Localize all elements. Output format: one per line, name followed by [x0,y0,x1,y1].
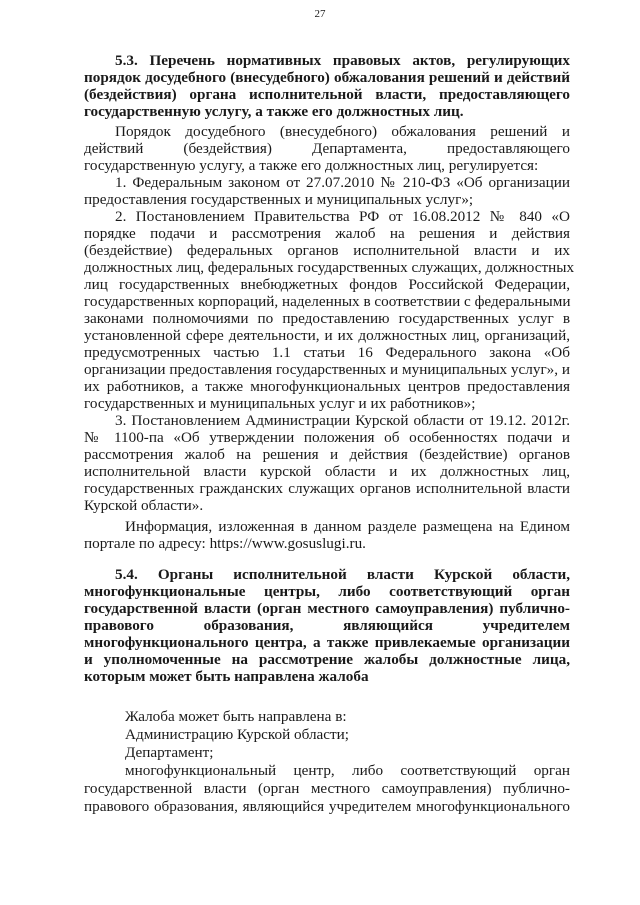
section-5-4-heading-line: которым может быть направлена жалоба [84,668,369,685]
section-5-3-heading-line: порядок досудебного (внесудебного) обжалования решений и действий [84,69,570,86]
list-item-2-line: законами полномочиями по предоставлению государственных услуг в [84,310,570,327]
list-item-2-line: государственных и муниципальных услуг и их работников»; [84,395,476,412]
list-item-2-line: (бездействие) федеральных органов исполнительной власти и их [84,242,570,259]
list-item-3-line: государственных гражданских служащих органов исполнительной власти [84,480,570,497]
page-number: 27 [314,8,326,20]
section-5-4-heading-line: 5.4. Органы исполнительной власти Курской области, [115,566,570,583]
list-item-line: многофункциональный центр, либо соответствующий орган [125,762,570,779]
list-item-2-line: 2. Постановлением Правительства РФ от 16.08.2012 № 840 «О [115,208,570,225]
list-item-2-line: их работников, а также многофункциональных центров предоставления [84,378,570,395]
list-item-line: государственной власти (орган местного самоуправления) публично- [84,780,570,797]
section-5-3-heading-line: 5.3. Перечень нормативных правовых актов, регулирующих [115,52,570,69]
list-item-3-line: № 1100-па «Об утверждении положения об особенностях подачи и [84,429,570,446]
list-item-3-line: рассмотрения жалоб на решения и действия (бездействие) органов [84,446,570,463]
section-5-3-heading-line: (бездействия) органа исполнительной власти, предоставляющего [84,86,570,103]
info-paragraph-line: Информация, изложенная в данном разделе размещена на Едином [125,518,570,535]
section-5-4-heading-line: государственной власти (орган местного самоуправления) публично- [84,600,570,617]
list-item-2-line: предусмотренных частью 1.1 статьи 16 Федерального закона «Об [84,344,570,361]
section-5-4-heading-line: многофункционального центра, а также привлекаемые организации [84,634,570,651]
list-item-3-line: 3. Постановлением Администрации Курской области от 19.12. 2012г. [115,412,570,429]
paragraph-line: государственную услугу, а также его должностных лиц, регулируется: [84,157,539,174]
list-item-2-line: порядке подачи и рассмотрения жалоб на решения и действия [84,225,570,242]
info-paragraph-line: портале по адресу: https://www.gosuslugi.ru. [84,535,366,552]
paragraph-line: Жалоба может быть направлена в: [125,708,347,725]
paragraph-line: Порядок досудебного (внесудебного) обжалования решений и [115,123,570,140]
list-item-2-line: государственных корпораций, наделенных в соответствии с федеральными [84,293,571,310]
list-item-line: Департамент; [125,744,214,761]
list-item-1-line: предоставления государственных и муниципальных услуг»; [84,191,474,208]
section-5-3-heading-line: государственную услугу, а также его должностных лиц. [84,103,464,120]
list-item-2-line: организации предоставления государственных и муниципальных услуг», и [84,361,570,378]
section-5-4-heading-line: правового образования, являющийся учредителем [84,617,570,634]
paragraph-line: действий (бездействия) Департамента, предоставляющего [84,140,570,157]
section-5-4-heading-line: многофункциональные центры, либо соответствующий орган [84,583,570,600]
list-item-3-line: Курской области». [84,497,204,514]
list-item-2-line: должностных лиц, федеральных государственных служащих, должностных [84,259,575,276]
list-item-line: Администрацию Курской области; [125,726,350,743]
list-item-2-line: установленной сфере деятельности, и их должностных лиц, организаций, [84,327,570,344]
section-5-4-heading-line: и уполномоченные на рассмотрение жалобы должностные лица, [84,651,570,668]
list-item-line: правового образования, являющийся учредителем многофункционального [84,798,570,815]
list-item-2-line: лиц государственных внебюджетных фондов Российской Федерации, [84,276,570,293]
list-item-3-line: исполнительной власти курской области и их должностных лиц, [84,463,570,480]
list-item-1-line: 1. Федеральным законом от 27.07.2010 № 210-ФЗ «Об организации [115,174,570,191]
